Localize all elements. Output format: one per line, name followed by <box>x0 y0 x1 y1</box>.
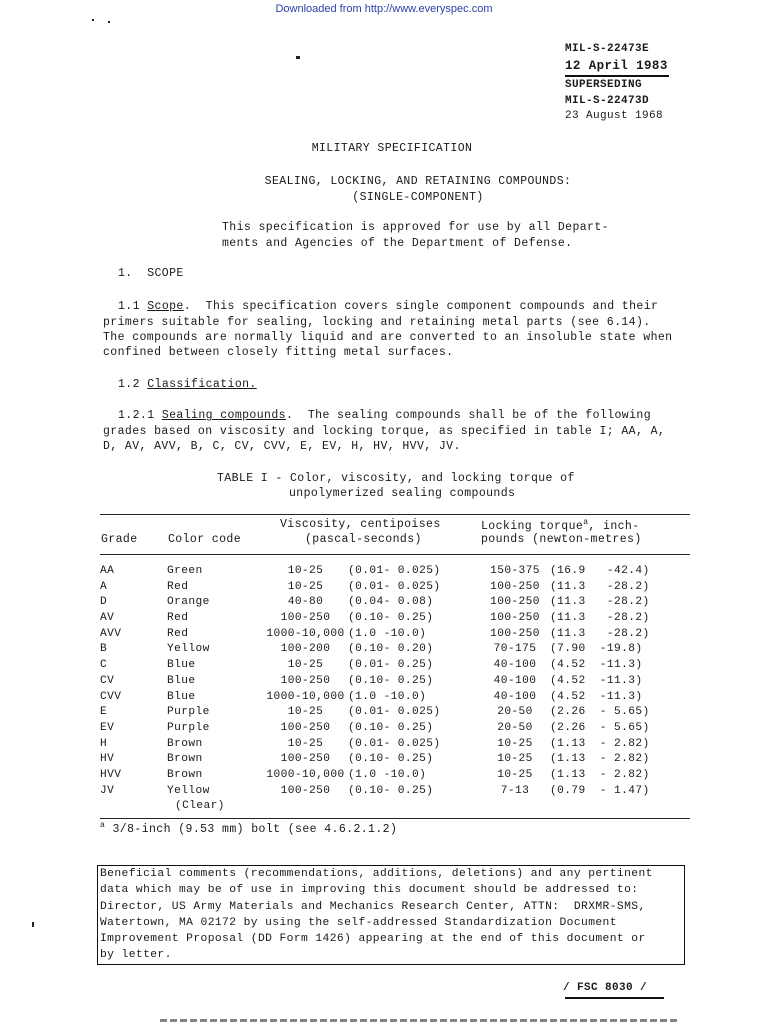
col-header-torque-units: pounds (newton-metres) <box>481 533 642 546</box>
cell-grade: AV <box>100 612 115 625</box>
cell-torque-inlb: 100-250 <box>490 612 540 625</box>
cell-viscosity-pas: (0.01- 0.25) <box>348 659 434 672</box>
comments-line: Watertown, MA 02172 by using the self-addressed Standardization Document <box>100 916 617 929</box>
approval-line-1: This specification is approved for use by all Depart- <box>222 221 609 234</box>
cell-grade: H <box>100 737 108 750</box>
para-text: . The sealing compounds shall be of the following <box>285 409 651 422</box>
cell-torque-inlb: 100-250 <box>490 580 540 593</box>
cell-torque-nm: (1.13 - 2.82) <box>550 768 650 781</box>
section-scope-heading: 1. SCOPE <box>118 267 184 280</box>
table-row <box>100 565 690 581</box>
cutoff-text-fragment <box>160 1018 680 1024</box>
cell-grade: HVV <box>100 768 122 781</box>
cell-grade: E <box>100 706 108 719</box>
cell-grade: A <box>100 580 108 593</box>
cell-viscosity-pas: (0.10- 0.25) <box>348 753 434 766</box>
cell-viscosity-cp: 1000-10,000 <box>266 768 345 781</box>
cell-viscosity-pas: (0.01- 0.025) <box>348 580 441 593</box>
cell-viscosity-cp <box>263 800 348 816</box>
para-1-2 <box>118 378 257 391</box>
sealing-compounds-table <box>100 565 690 816</box>
cell-color: Purple <box>167 706 210 719</box>
col-header-viscosity: Viscosity, centipoises <box>280 518 441 531</box>
table-row <box>100 753 690 769</box>
cell-viscosity-pas: (0.10- 0.25) <box>348 784 434 797</box>
cell-viscosity-cp: 10-25 <box>287 565 324 577</box>
cell-viscosity-pas: (0.04- 0.08) <box>348 596 434 609</box>
cell-grade: EV <box>100 721 115 734</box>
cell-color: Red <box>167 612 189 625</box>
table-row <box>100 612 690 628</box>
document-title: SEALING, LOCKING, AND RETAINING COMPOUNDS: <box>264 175 572 188</box>
cell-grade: C <box>100 659 108 672</box>
fsc-code <box>563 982 647 994</box>
table-top-rule <box>100 514 690 515</box>
cell-grade: HV <box>100 753 115 766</box>
cell-color: Red <box>167 627 189 640</box>
table-row <box>100 800 690 816</box>
scan-speck <box>32 922 34 927</box>
cell-viscosity-cp: 100-250 <box>280 674 331 687</box>
table-row <box>100 643 690 659</box>
cell-torque-inlb: 40-100 <box>493 659 537 672</box>
cell-viscosity-pas: (0.01- 0.025) <box>348 565 441 577</box>
download-banner[interactable]: Downloaded from http://www.everyspec.com <box>275 3 493 15</box>
cell-viscosity-cp: 100-250 <box>280 612 331 625</box>
cell-color: Green <box>167 565 203 577</box>
cell-viscosity-pas: (0.10- 0.25) <box>348 721 434 734</box>
cell-viscosity-pas: (0.10- 0.25) <box>348 612 434 625</box>
cell-viscosity-cp: 10-25 <box>287 659 324 672</box>
col-header-color: Color code <box>168 533 242 546</box>
cell-color: Blue <box>167 674 196 687</box>
cell-viscosity-cp: 100-250 <box>280 753 331 766</box>
superseding-label: SUPERSEDING <box>565 79 643 91</box>
cell-torque-inlb: 100-250 <box>490 627 540 640</box>
cell-viscosity-cp: 10-25 <box>287 706 324 719</box>
cell-grade: JV <box>100 784 115 797</box>
cell-grade: CV <box>100 674 115 687</box>
superseded-id: MIL-S-22473D <box>565 95 650 107</box>
footnote-superscript: a <box>583 518 589 527</box>
para-heading: Sealing compounds <box>161 409 286 422</box>
cell-torque-nm: (7.90 -19.8) <box>550 643 643 656</box>
cell-color: Yellow <box>167 643 210 656</box>
table-caption-line-2: unpolymerized sealing compounds <box>289 487 516 500</box>
scan-speck <box>108 21 110 23</box>
cell-grade <box>100 800 167 816</box>
col-header-viscosity-units: (pascal-seconds) <box>305 533 422 546</box>
cell-torque-nm: (4.52 -11.3) <box>550 690 643 703</box>
cell-torque-nm: (11.3 -28.2) <box>550 612 650 625</box>
table-row <box>100 706 690 722</box>
para-1-2-1-line-3: D, AV, AVV, B, C, CV, CVV, E, EV, H, HV, HVV, JV. <box>103 440 461 453</box>
cell-grade: B <box>100 643 108 656</box>
cell-color: Yellow <box>167 784 210 797</box>
cell-color: Brown <box>167 768 203 781</box>
spec-type: MILITARY SPECIFICATION <box>311 142 473 155</box>
torque-text-cont: , inch- <box>588 519 640 533</box>
cell-grade: AVV <box>100 627 122 640</box>
cell-torque-inlb: 100-250 <box>490 596 540 609</box>
col-header-torque <box>481 518 640 533</box>
para-1-1-line-3: The compounds are normally liquid and are converted to an insoluble state when <box>103 331 673 344</box>
cell-torque-nm: (11.3 -28.2) <box>550 596 650 609</box>
cell-viscosity-cp: 100-250 <box>280 784 331 797</box>
cell-torque-nm: (4.52 -11.3) <box>550 674 643 687</box>
table-row <box>100 769 690 785</box>
table-row <box>100 691 690 707</box>
cell-viscosity-pas: (1.0 -10.0) <box>348 627 427 640</box>
col-header-grade: Grade <box>101 533 138 546</box>
table-caption-line-1: TABLE I - Color, viscosity, and locking torque of <box>217 472 575 485</box>
table-row <box>100 785 690 801</box>
cell-grade: AA <box>100 565 115 577</box>
para-1-1-line-2: primers suitable for sealing, locking and retaining metal parts (see 6.14). <box>103 316 651 329</box>
para-heading: Classification. <box>147 378 257 391</box>
cell-viscosity-pas: (0.10- 0.25) <box>348 674 434 687</box>
cell-color: Brown <box>167 753 203 766</box>
cell-grade: CVV <box>100 690 122 703</box>
cell-torque-nm: (2.26 - 5.65) <box>550 706 650 719</box>
date-underline <box>565 75 669 77</box>
cell-torque-inlb <box>480 800 550 816</box>
document-id: MIL-S-22473E <box>565 43 650 55</box>
cell-torque-inlb: 10-25 <box>497 737 533 750</box>
table-bottom-rule <box>100 818 690 819</box>
fsc-underline <box>565 997 664 999</box>
cell-torque-nm <box>550 800 690 816</box>
comments-line: by letter. <box>100 949 172 962</box>
cell-viscosity-pas: (1.0 -10.0) <box>348 768 427 781</box>
table-row <box>100 722 690 738</box>
document-subtitle: (SINGLE-COMPONENT) <box>352 191 484 204</box>
para-number: 1.2 <box>118 378 148 391</box>
table-row <box>100 738 690 754</box>
cell-viscosity-cp: 1000-10,000 <box>266 690 345 703</box>
cell-torque-inlb: 7-13 <box>500 784 530 797</box>
cell-torque-nm: (4.52 -11.3) <box>550 659 643 672</box>
fsc-slash: / <box>563 982 578 994</box>
fsc-text: FSC 8030 <box>577 982 634 994</box>
comments-box <box>97 865 685 965</box>
cell-viscosity-cp: 10-25 <box>287 580 324 593</box>
cell-torque-nm: (2.26 - 5.65) <box>550 721 650 734</box>
cell-viscosity-pas: (0.10- 0.20) <box>348 643 434 656</box>
table-row <box>100 596 690 612</box>
table-row <box>100 659 690 675</box>
fsc-slash: / <box>633 982 648 994</box>
table-row <box>100 675 690 691</box>
torque-text: Locking torque <box>481 519 584 533</box>
para-1-2-1-line-2: grades based on viscosity and locking torque, as specified in table I; AA, A, <box>103 425 666 438</box>
cell-color: Orange <box>167 596 210 609</box>
cell-torque-nm: (11.3 -28.2) <box>550 627 650 640</box>
document-date: 12 April 1983 <box>565 59 668 73</box>
para-1-1-line-4: confined between closely fitting metal surfaces. <box>103 346 454 359</box>
cell-torque-nm: (1.13 - 2.82) <box>550 737 650 750</box>
para-heading: Scope <box>147 300 184 313</box>
cell-torque-inlb: 10-25 <box>497 753 533 766</box>
cell-torque-inlb: 20-50 <box>497 721 533 734</box>
table-row <box>100 628 690 644</box>
para-number: 1.1 <box>118 300 148 313</box>
cell-torque-nm: (0.79 - 1.47) <box>550 784 650 797</box>
table-header-rule <box>100 554 690 555</box>
cell-grade: D <box>100 596 108 609</box>
cell-viscosity-cp: 100-250 <box>280 721 331 734</box>
cell-torque-inlb: 70-175 <box>493 643 537 656</box>
para-1-2-1-line-1 <box>118 409 651 422</box>
scan-speck <box>296 56 300 59</box>
comments-line: Director, US Army Materials and Mechanics Research Center, ATTN: DRXMR-SMS, <box>100 900 646 913</box>
cell-viscosity-pas: (0.01- 0.025) <box>348 737 441 750</box>
cell-viscosity-cp: 10-25 <box>287 737 324 750</box>
scan-speck <box>92 19 94 21</box>
cell-color: Blue <box>167 659 196 672</box>
comments-line: Beneficial comments (recommendations, additions, deletions) and any pertinent <box>100 868 653 880</box>
cell-color: Blue <box>167 690 196 703</box>
comments-line: Improvement Proposal (DD Form 1426) appearing at the end of this document or <box>100 933 646 946</box>
cell-torque-nm: (1.13 - 2.82) <box>550 753 650 766</box>
table-footnote <box>100 821 397 836</box>
footnote-text: 3/8-inch (9.53 mm) bolt (see 4.6.2.1.2) <box>105 822 398 836</box>
cell-torque-inlb: 20-50 <box>497 706 533 719</box>
cell-torque-inlb: 10-25 <box>497 768 533 781</box>
cell-viscosity-pas <box>348 800 480 816</box>
para-1-1-line-1 <box>118 300 658 313</box>
table-row <box>100 581 690 597</box>
cell-color: Brown <box>167 737 203 750</box>
cell-torque-nm: (11.3 -28.2) <box>550 580 650 593</box>
cell-torque-inlb: 40-100 <box>493 690 537 703</box>
cell-torque-inlb: 150-375 <box>490 565 540 577</box>
cell-color: Red <box>167 580 189 593</box>
para-number: 1.2.1 <box>118 409 162 422</box>
cell-color: (Clear) <box>175 800 225 813</box>
cell-torque-nm: (16.9 -42.4) <box>550 565 650 577</box>
cell-viscosity-pas: (1.0 -10.0) <box>348 690 427 703</box>
cell-viscosity-cp: 1000-10,000 <box>266 627 345 640</box>
cell-viscosity-cp: 40-80 <box>287 596 324 609</box>
comments-line: data which may be of use in improving this document should be addressed to: <box>100 884 639 897</box>
cell-torque-inlb: 40-100 <box>493 674 537 687</box>
cell-viscosity-cp: 100-200 <box>280 643 331 656</box>
approval-line-2: ments and Agencies of the Department of Defense. <box>222 237 573 250</box>
superseded-date: 23 August 1968 <box>565 110 664 122</box>
cell-color: Purple <box>167 721 210 734</box>
para-text: . This specification covers single component compounds and their <box>183 300 659 313</box>
footnote-mark: a <box>100 821 106 830</box>
cell-viscosity-pas: (0.01- 0.025) <box>348 706 441 719</box>
